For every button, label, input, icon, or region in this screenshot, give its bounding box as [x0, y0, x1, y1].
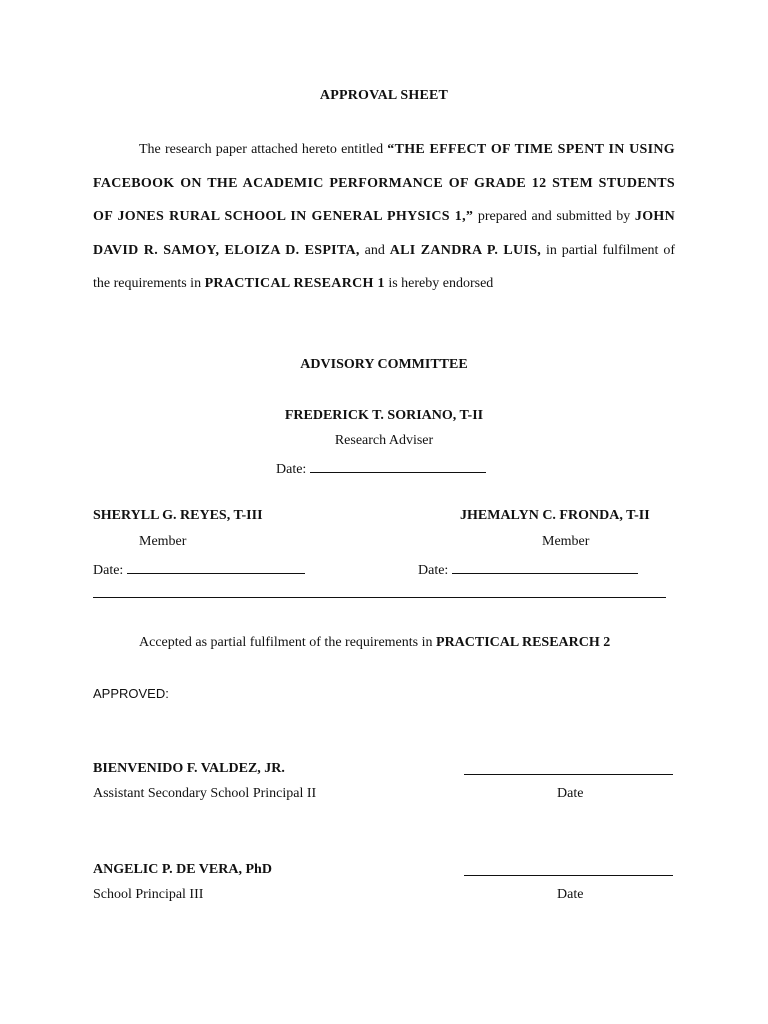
para-text-5: is hereby endorsed	[384, 276, 494, 291]
signatory-2-date-line	[464, 875, 673, 876]
member1-date	[93, 559, 305, 579]
date-label: Date:	[276, 462, 307, 477]
adviser-date	[276, 458, 486, 478]
signatory-1-date-line	[464, 774, 673, 775]
para-text-3: and	[359, 242, 390, 258]
signatory-2-name: ANGELIC P. DE VERA, PhD	[93, 862, 272, 877]
signatory-2-title: School Principal III	[93, 887, 204, 902]
date-label: Date:	[93, 563, 124, 578]
signatory-2-date-label: Date	[557, 887, 584, 902]
course-name: PRACTICAL RESEARCH 1	[204, 276, 385, 291]
section-divider	[93, 597, 666, 598]
authors-1: JOHN DAVID R. SAMOY, ELOIZA D. ESPITA,	[93, 209, 675, 258]
approved-label: APPROVED:	[93, 686, 169, 701]
committee-heading: ADVISORY COMMITTEE	[300, 357, 468, 372]
endorsement-paragraph	[93, 133, 675, 301]
date-label: Date:	[418, 563, 449, 578]
member1-date-line	[127, 559, 305, 574]
acceptance-course: PRACTICAL RESEARCH 2	[436, 635, 611, 650]
member1-role: Member	[139, 534, 187, 549]
member2-date	[418, 559, 638, 579]
adviser-role: Research Adviser	[334, 433, 434, 448]
member1-name: SHERYLL G. REYES, T-III	[93, 508, 263, 523]
acceptance-statement	[139, 635, 610, 651]
research-title: “THE EFFECT OF TIME SPENT IN USING FACEBOOK ON THE ACADEMIC PERFORMANCE OF GRADE 12 STEM STUDENTS OF JONES RURAL SCHOOL IN GENERAL PHYSICS 1,”	[93, 142, 675, 224]
para-text-4: in partial fulfilment of the requirements in	[93, 242, 675, 291]
member2-date-line	[452, 559, 638, 574]
adviser-date-line	[310, 458, 486, 473]
para-text-1: The research paper attached hereto entitled	[139, 142, 388, 157]
member2-role: Member	[542, 534, 590, 549]
authors-2: ALI ZANDRA P. LUIS,	[389, 242, 542, 258]
signatory-1-date-label: Date	[557, 786, 584, 801]
signatory-1-name: BIENVENIDO F. VALDEZ, JR.	[93, 761, 285, 776]
para-text-2: prepared and submitted by	[473, 209, 635, 224]
signatory-1-title: Assistant Secondary School Principal II	[93, 786, 317, 801]
member2-name: JHEMALYN C. FRONDA, T-II	[460, 508, 650, 523]
document-title: APPROVAL SHEET	[319, 88, 449, 103]
adviser-name: FREDERICK T. SORIANO, T-II	[284, 408, 484, 423]
acceptance-text: Accepted as partial fulfilment of the requirements in	[139, 635, 437, 650]
